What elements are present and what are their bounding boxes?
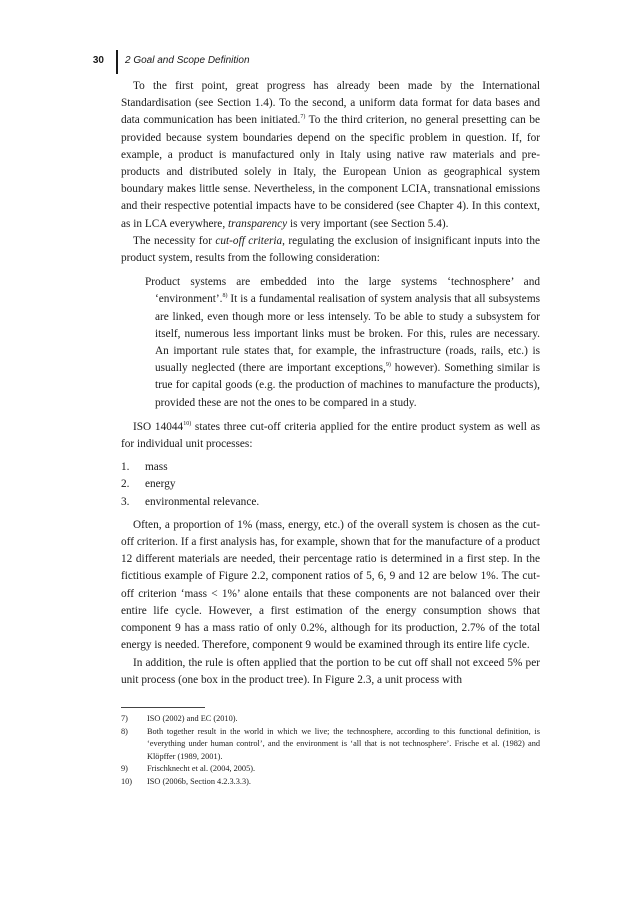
list-item: 2. energy (121, 478, 176, 491)
paragraph-3: ISO 14044$^{10)}$ states three cut-off criteria applied for the entire product system as well as for individual unit processes: (121, 420, 540, 451)
list-item: 3. environmental relevance. (121, 495, 260, 508)
header-divider (116, 50, 118, 74)
footnote-ref-7[interactable]: 7) (300, 114, 306, 121)
footnotes (121, 713, 540, 789)
footnote-ref-8[interactable]: 8) (222, 293, 228, 300)
footnote: 7) ISO (2002) and EC (2010). (121, 714, 238, 723)
footnote-ref-10[interactable]: 10) (183, 421, 192, 428)
footnote: 10) ISO (2006b, Section 4.2.3.3.3). (121, 776, 251, 786)
list-item: 1. mass (121, 461, 168, 474)
paragraph-1: To the first point, great progress has already been made by the International Standardisation (see Section 1.4). To the second, a uniform data format for data bases and data communication has been initiated.$^{7)}$ To the third criterion, no general presetting can be provided because system boundaries depend on the specific problem in question. If, for example, a product is manufactured only in Italy using native raw materials and pre-products and distributed solely in Italy, the European Union as geographical system boundary makes little sense. Nevertheless, in the component LCIA, transnational emissions and their respective potential impacts have to be considered (see Chapter 4). In this context, as in LCA everywhere, transparency is very important (see Section 5.4). (121, 80, 540, 230)
running-header (84, 50, 544, 72)
footnote: 8) Both together result in the world in which we live; the technosphere, according to this functional definition, is ‘everything under human control’, and the environment is ‘all that is not technosphere’. Frische et al. (1982) and Klöpffer (1989, 2001). (121, 726, 540, 761)
paragraph-4: Often, a proportion of 1% (mass, energy, etc.) of the overall system is chosen as the cut-off criterion. If a first analysis has, for example, shown that for the manufacture of a product 12 different materials are needed, their percentage ratio is determined in a first step. In the fictitious example of Figure 2.2, component ratios of 5, 6, 9 and 12 are below 1%. The cut-off criterion ‘mass < 1%’ alone entails that these components are not balanced over their entire life cycle. However, a first estimation of the energy consumption shows that component 9 has a mass ratio of only 0.2%, although for its production, 2.7% of the total energy is needed. Therefore, component 9 would be examined through its entire life cycle. (121, 518, 540, 652)
paragraph-2: The necessity for cut-off criteria, regulating the exclusion of insignificant inputs into the product system, results from the following consideration: (121, 234, 540, 265)
paragraph-5: In addition, the rule is often applied that the portion to be cut off shall not exceed 5% per unit process (one box in the product tree). In Figure 2.3, a unit process with (121, 656, 540, 686)
footnote-ref-9[interactable]: 9) (385, 362, 391, 369)
block-quote: Product systems are embedded into the large systems ‘technosphere’ and ‘environment’.$^{8)}$ It is a fundamental realisation of system analysis that all subsystems are linked, even though more or less intensely. To be able to study a subsystem for itself, numerous less important links must be broken. For this, rules are necessary. An important rule states that, for example, the infrastructure (roads, rails, etc.) is usually neglected (there are important exceptions,$^{9)}$ however). Something similar is true for capital goods (e.g. the production of machines to manufacture the products), provided these are not the ones to be compared in a study. (145, 276, 540, 409)
chapter-title: 2 Goal and Scope Definition (125, 55, 250, 66)
footnote-separator (121, 707, 205, 708)
page-number: 30 (92, 55, 104, 66)
body-text (121, 78, 540, 689)
footnote: 9) Frischknecht et al. (2004, 2005). (121, 764, 256, 774)
criteria-list (121, 459, 540, 511)
